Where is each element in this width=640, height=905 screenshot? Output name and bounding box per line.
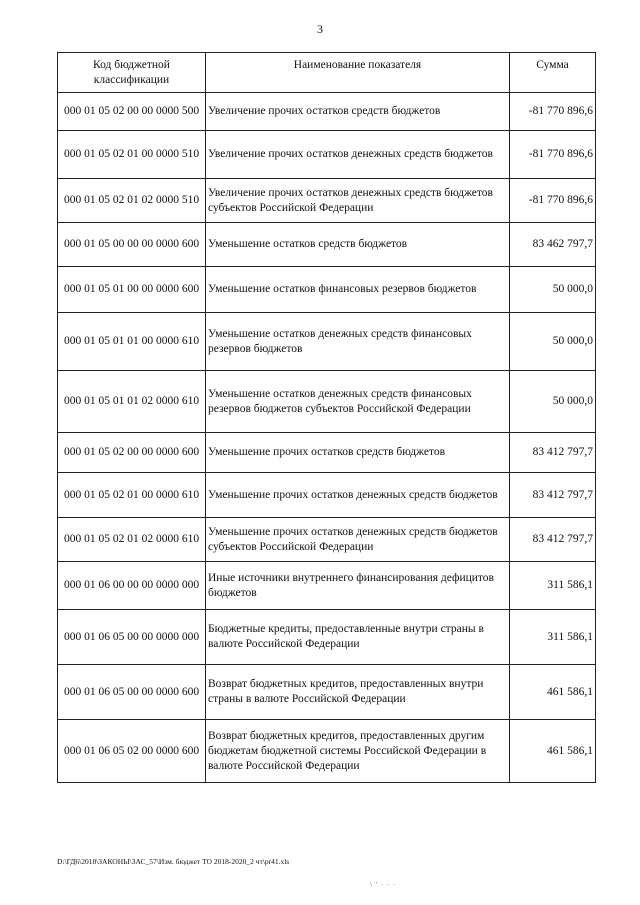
row-amount: -81 770 896,6	[510, 179, 596, 223]
row-code: 000 01 06 05 00 00 0000 600	[58, 665, 206, 720]
row-name: Уменьшение прочих остатков средств бюджетов	[206, 433, 510, 473]
row-name: Увеличение прочих остатков денежных средств бюджетов	[206, 131, 510, 179]
row-amount: 50 000,0	[510, 371, 596, 433]
table-row	[58, 562, 596, 610]
row-name: Уменьшение прочих остатков денежных средств бюджетов	[206, 473, 510, 518]
row-name: Бюджетные кредиты, предоставленные внутри страны в валюте Российской Федерации	[206, 610, 510, 665]
row-code: 000 01 05 02 01 00 0000 510	[58, 131, 206, 179]
header-amount: Сумма	[510, 53, 596, 93]
row-amount: 83 412 797,7	[510, 518, 596, 562]
row-name: Увеличение прочих остатков средств бюджетов	[206, 93, 510, 131]
row-amount: 461 586,1	[510, 720, 596, 783]
row-amount: 50 000,0	[510, 267, 596, 313]
table-row	[58, 93, 596, 131]
budget-sources-table	[57, 52, 596, 783]
row-amount: 83 412 797,7	[510, 473, 596, 518]
row-code: 000 01 05 02 00 00 0000 600	[58, 433, 206, 473]
row-name: Уменьшение остатков денежных средств финансовых резервов бюджетов	[206, 313, 510, 371]
row-amount: 311 586,1	[510, 610, 596, 665]
table-row	[58, 267, 596, 313]
row-code: 000 01 05 01 01 00 0000 610	[58, 313, 206, 371]
table-header-row	[58, 53, 596, 93]
table-row	[58, 179, 596, 223]
row-code: 000 01 05 00 00 00 0000 600	[58, 223, 206, 267]
table-row	[58, 473, 596, 518]
row-code: 000 01 06 00 00 00 0000 000	[58, 562, 206, 610]
row-name: Увеличение прочих остатков денежных средств бюджетов субъектов Российской Федерации	[206, 179, 510, 223]
table-row	[58, 131, 596, 179]
footer-mark: \ ' · · ·	[370, 881, 397, 889]
row-name: Уменьшение остатков средств бюджетов	[206, 223, 510, 267]
row-amount: 311 586,1	[510, 562, 596, 610]
row-name: Уменьшение прочих остатков денежных средств бюджетов субъектов Российской Федерации	[206, 518, 510, 562]
row-name: Иные источники внутреннего финансирования дефицитов бюджетов	[206, 562, 510, 610]
row-code: 000 01 05 02 01 02 0000 510	[58, 179, 206, 223]
row-code: 000 01 05 02 01 00 0000 610	[58, 473, 206, 518]
header-code: Код бюджетной классификации	[58, 53, 206, 93]
page-number: 3	[317, 22, 323, 36]
row-code: 000 01 06 05 00 00 0000 000	[58, 610, 206, 665]
table-row	[58, 610, 596, 665]
row-code: 000 01 06 05 02 00 0000 600	[58, 720, 206, 783]
table-row	[58, 665, 596, 720]
table-row	[58, 433, 596, 473]
table-row	[58, 720, 596, 783]
footer-file-path: D:\ГД6\2018\ЗАКОНЫ\ЗАС_57\Изм. бюджет ТО 2018-2020_2 чт\pr41.xls	[57, 857, 290, 866]
row-name: Уменьшение остатков финансовых резервов бюджетов	[206, 267, 510, 313]
table-row	[58, 313, 596, 371]
row-amount: -81 770 896,6	[510, 131, 596, 179]
row-code: 000 01 05 01 00 00 0000 600	[58, 267, 206, 313]
row-code: 000 01 05 02 01 02 0000 610	[58, 518, 206, 562]
row-code: 000 01 05 02 00 00 0000 500	[58, 93, 206, 131]
row-name: Возврат бюджетных кредитов, предоставленных другим бюджетам бюджетной системы Российской Федерации в валюте Российской Федерации	[206, 720, 510, 783]
row-amount: 461 586,1	[510, 665, 596, 720]
table-row	[58, 223, 596, 267]
row-code: 000 01 05 01 01 02 0000 610	[58, 371, 206, 433]
row-name: Уменьшение остатков денежных средств финансовых резервов бюджетов субъектов Российской Федерации	[206, 371, 510, 433]
row-amount: 83 412 797,7	[510, 433, 596, 473]
table-row	[58, 371, 596, 433]
row-amount: 83 462 797,7	[510, 223, 596, 267]
table-row	[58, 518, 596, 562]
row-amount: -81 770 896,6	[510, 93, 596, 131]
row-amount: 50 000,0	[510, 313, 596, 371]
header-name: Наименование показателя	[206, 53, 510, 93]
row-name: Возврат бюджетных кредитов, предоставленных внутри страны в валюте Российской Федерации	[206, 665, 510, 720]
